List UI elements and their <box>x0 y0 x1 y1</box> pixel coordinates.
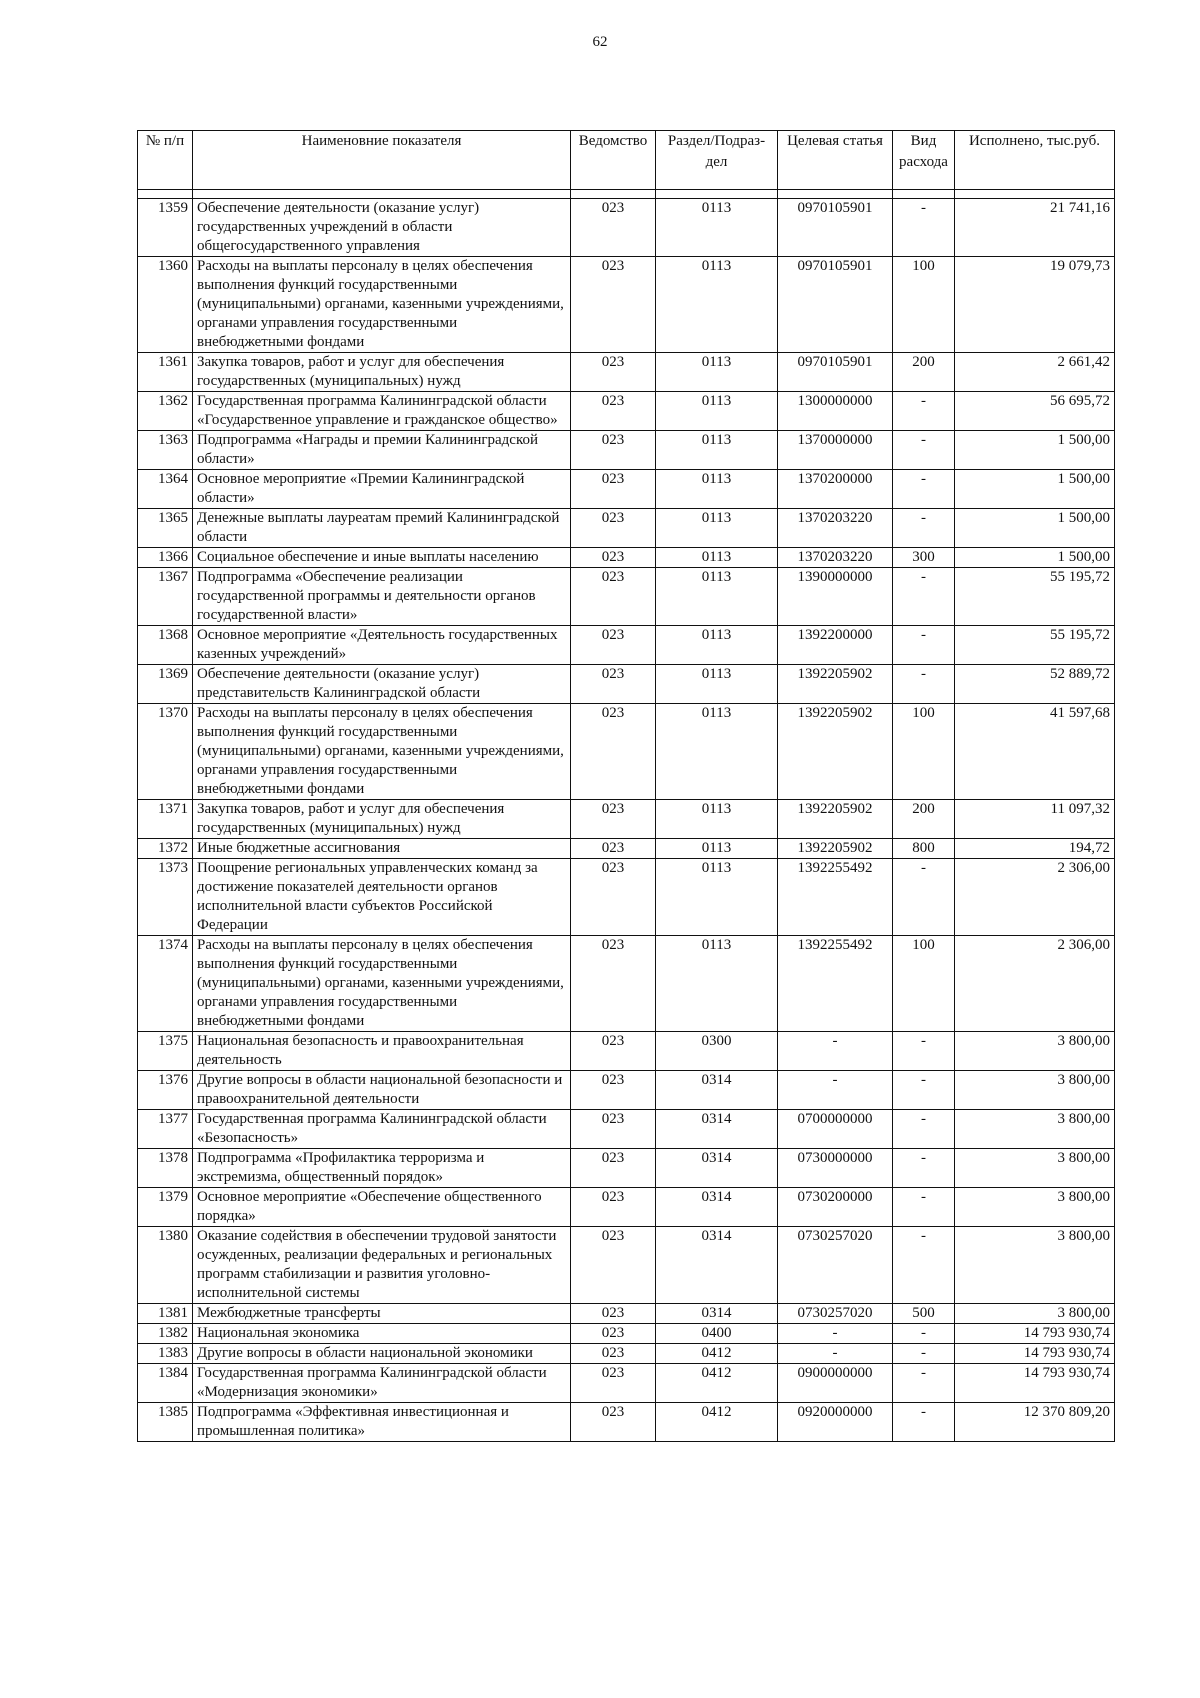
row-amount: 55 195,72 <box>955 568 1115 626</box>
row-section: 0314 <box>656 1110 778 1149</box>
table-row <box>138 548 1115 568</box>
row-name: Закупка товаров, работ и услуг для обеспечения государственных (муниципальных) нужд <box>193 800 571 839</box>
row-type: - <box>893 1227 955 1304</box>
row-article: 0730257020 <box>778 1304 893 1324</box>
row-section: 0314 <box>656 1149 778 1188</box>
row-amount: 1 500,00 <box>955 470 1115 509</box>
table-body <box>138 190 1115 1442</box>
row-amount: 21 741,16 <box>955 199 1115 257</box>
row-article: 1370203220 <box>778 509 893 548</box>
row-amount: 3 800,00 <box>955 1071 1115 1110</box>
row-type: 300 <box>893 548 955 568</box>
row-dept: 023 <box>571 470 656 509</box>
row-amount: 3 800,00 <box>955 1188 1115 1227</box>
row-article: 0700000000 <box>778 1110 893 1149</box>
row-amount: 1 500,00 <box>955 431 1115 470</box>
row-number: 1372 <box>138 839 193 859</box>
table-row <box>138 1149 1115 1188</box>
row-article: 1392255492 <box>778 936 893 1032</box>
row-name: Основное мероприятие «Деятельность государственных казенных учреждений» <box>193 626 571 665</box>
row-number: 1380 <box>138 1227 193 1304</box>
table-row <box>138 1344 1115 1364</box>
row-number: 1359 <box>138 199 193 257</box>
row-dept: 023 <box>571 839 656 859</box>
table-row <box>138 1032 1115 1071</box>
row-dept: 023 <box>571 199 656 257</box>
row-article: 0730257020 <box>778 1227 893 1304</box>
row-article: 0730000000 <box>778 1149 893 1188</box>
row-number: 1374 <box>138 936 193 1032</box>
row-name: Обеспечение деятельности (оказание услуг) государственных учреждений в области общегосударственного управления <box>193 199 571 257</box>
row-section: 0113 <box>656 392 778 431</box>
row-amount: 2 306,00 <box>955 859 1115 936</box>
row-name: Подпрограмма «Обеспечение реализации государственной программы и деятельности органов государственной власти» <box>193 568 571 626</box>
row-section: 0113 <box>656 936 778 1032</box>
row-number: 1378 <box>138 1149 193 1188</box>
row-type: - <box>893 1403 955 1442</box>
row-article: 1392205902 <box>778 704 893 800</box>
row-name: Национальная экономика <box>193 1324 571 1344</box>
table-row <box>138 1227 1115 1304</box>
row-name: Государственная программа Калининградской области «Модернизация экономики» <box>193 1364 571 1403</box>
row-dept: 023 <box>571 257 656 353</box>
table-header-row <box>138 131 1115 190</box>
row-number: 1361 <box>138 353 193 392</box>
header-name: Наименовние показателя <box>193 131 571 190</box>
row-section: 0314 <box>656 1071 778 1110</box>
row-type: - <box>893 665 955 704</box>
row-amount: 3 800,00 <box>955 1227 1115 1304</box>
row-dept: 023 <box>571 626 656 665</box>
table-row <box>138 353 1115 392</box>
row-name: Подпрограмма «Награды и премии Калининградской области» <box>193 431 571 470</box>
row-name: Поощрение региональных управленческих команд за достижение показателей деятельности органов исполнительной власти субъектов Российской Федерации <box>193 859 571 936</box>
row-dept: 023 <box>571 1227 656 1304</box>
row-number: 1360 <box>138 257 193 353</box>
row-type: - <box>893 509 955 548</box>
table-row <box>138 936 1115 1032</box>
row-dept: 023 <box>571 1324 656 1344</box>
row-type: - <box>893 1364 955 1403</box>
row-number: 1385 <box>138 1403 193 1442</box>
row-article: - <box>778 1324 893 1344</box>
row-article: 1392205902 <box>778 665 893 704</box>
row-name: Государственная программа Калининградской области «Безопасность» <box>193 1110 571 1149</box>
row-section: 0113 <box>656 859 778 936</box>
row-name: Закупка товаров, работ и услуг для обеспечения государственных (муниципальных) нужд <box>193 353 571 392</box>
row-number: 1382 <box>138 1324 193 1344</box>
row-dept: 023 <box>571 1304 656 1324</box>
row-amount: 14 793 930,74 <box>955 1344 1115 1364</box>
header-spacer-row <box>138 190 1115 199</box>
row-amount: 194,72 <box>955 839 1115 859</box>
row-type: - <box>893 1110 955 1149</box>
expenditure-table <box>137 130 1115 1442</box>
table-row <box>138 1110 1115 1149</box>
row-section: 0113 <box>656 839 778 859</box>
header-article: Целевая статья <box>778 131 893 190</box>
table-row <box>138 568 1115 626</box>
row-dept: 023 <box>571 548 656 568</box>
row-section: 0412 <box>656 1344 778 1364</box>
row-name: Основное мероприятие «Премии Калининградской области» <box>193 470 571 509</box>
row-section: 0113 <box>656 800 778 839</box>
row-dept: 023 <box>571 859 656 936</box>
row-amount: 52 889,72 <box>955 665 1115 704</box>
row-dept: 023 <box>571 1149 656 1188</box>
row-dept: 023 <box>571 1110 656 1149</box>
table-row <box>138 1188 1115 1227</box>
row-name: Денежные выплаты лауреатам премий Калининградской области <box>193 509 571 548</box>
table-row <box>138 470 1115 509</box>
row-number: 1370 <box>138 704 193 800</box>
row-dept: 023 <box>571 936 656 1032</box>
table-row <box>138 509 1115 548</box>
row-dept: 023 <box>571 800 656 839</box>
row-number: 1383 <box>138 1344 193 1364</box>
table-row <box>138 1324 1115 1344</box>
row-number: 1377 <box>138 1110 193 1149</box>
row-number: 1367 <box>138 568 193 626</box>
row-section: 0412 <box>656 1403 778 1442</box>
row-article: 0970105901 <box>778 199 893 257</box>
table-row <box>138 665 1115 704</box>
row-type: - <box>893 431 955 470</box>
row-dept: 023 <box>571 568 656 626</box>
row-type: 500 <box>893 1304 955 1324</box>
row-dept: 023 <box>571 1364 656 1403</box>
row-section: 0113 <box>656 704 778 800</box>
row-number: 1368 <box>138 626 193 665</box>
row-name: Иные бюджетные ассигнования <box>193 839 571 859</box>
row-article: 0970105901 <box>778 257 893 353</box>
row-type: 200 <box>893 353 955 392</box>
row-name: Оказание содействия в обеспечении трудовой занятости осужденных, реализации федеральных и региональных программ стабилизации и развития уголовно-исполнительной системы <box>193 1227 571 1304</box>
row-article: - <box>778 1032 893 1071</box>
row-amount: 11 097,32 <box>955 800 1115 839</box>
row-section: 0113 <box>656 257 778 353</box>
table-row <box>138 839 1115 859</box>
row-dept: 023 <box>571 1344 656 1364</box>
row-article: 1392205902 <box>778 839 893 859</box>
row-name: Национальная безопасность и правоохранительная деятельность <box>193 1032 571 1071</box>
row-type: 100 <box>893 257 955 353</box>
row-number: 1384 <box>138 1364 193 1403</box>
header-amount: Исполнено, тыс.руб. <box>955 131 1115 190</box>
table-row <box>138 704 1115 800</box>
row-section: 0113 <box>656 199 778 257</box>
row-amount: 3 800,00 <box>955 1149 1115 1188</box>
row-number: 1363 <box>138 431 193 470</box>
row-amount: 3 800,00 <box>955 1304 1115 1324</box>
row-section: 0113 <box>656 353 778 392</box>
row-number: 1371 <box>138 800 193 839</box>
row-article: 1370200000 <box>778 470 893 509</box>
row-amount: 56 695,72 <box>955 392 1115 431</box>
row-type: - <box>893 1071 955 1110</box>
row-type: 800 <box>893 839 955 859</box>
row-article: 1300000000 <box>778 392 893 431</box>
page-number: 62 <box>592 34 608 50</box>
row-name: Обеспечение деятельности (оказание услуг) представительств Калининградской области <box>193 665 571 704</box>
row-amount: 12 370 809,20 <box>955 1403 1115 1442</box>
row-section: 0300 <box>656 1032 778 1071</box>
row-dept: 023 <box>571 392 656 431</box>
row-number: 1376 <box>138 1071 193 1110</box>
row-number: 1364 <box>138 470 193 509</box>
row-dept: 023 <box>571 1403 656 1442</box>
row-section: 0400 <box>656 1324 778 1344</box>
row-type: - <box>893 1149 955 1188</box>
row-section: 0113 <box>656 548 778 568</box>
row-amount: 19 079,73 <box>955 257 1115 353</box>
row-type: - <box>893 1032 955 1071</box>
row-type: 100 <box>893 704 955 800</box>
row-section: 0314 <box>656 1304 778 1324</box>
row-dept: 023 <box>571 431 656 470</box>
table-row <box>138 800 1115 839</box>
row-amount: 2 306,00 <box>955 936 1115 1032</box>
row-article: 0900000000 <box>778 1364 893 1403</box>
row-section: 0113 <box>656 470 778 509</box>
row-type: - <box>893 470 955 509</box>
row-section: 0113 <box>656 665 778 704</box>
row-name: Основное мероприятие «Обеспечение общественного порядка» <box>193 1188 571 1227</box>
row-section: 0113 <box>656 568 778 626</box>
row-name: Расходы на выплаты персоналу в целях обеспечения выполнения функций государственными (муниципальными) органами, казенными учреждениями, органами управления государственными внебюджетными фондами <box>193 257 571 353</box>
row-number: 1375 <box>138 1032 193 1071</box>
row-name: Другие вопросы в области национальной экономики <box>193 1344 571 1364</box>
row-section: 0412 <box>656 1364 778 1403</box>
row-number: 1362 <box>138 392 193 431</box>
row-type: - <box>893 859 955 936</box>
row-type: - <box>893 626 955 665</box>
row-type: - <box>893 199 955 257</box>
row-name: Расходы на выплаты персоналу в целях обеспечения выполнения функций государственными (муниципальными) органами, казенными учреждениями, органами управления государственными внебюджетными фондами <box>193 936 571 1032</box>
row-article: - <box>778 1344 893 1364</box>
row-name: Подпрограмма «Эффективная инвестиционная и промышленная политика» <box>193 1403 571 1442</box>
row-number: 1373 <box>138 859 193 936</box>
row-amount: 1 500,00 <box>955 509 1115 548</box>
row-name: Другие вопросы в области национальной безопасности и правоохранительной деятельности <box>193 1071 571 1110</box>
header-type: Вид расхода <box>893 131 955 190</box>
table-row <box>138 859 1115 936</box>
table-row <box>138 1304 1115 1324</box>
row-type: 200 <box>893 800 955 839</box>
row-section: 0314 <box>656 1227 778 1304</box>
table-row <box>138 1071 1115 1110</box>
row-name: Межбюджетные трансферты <box>193 1304 571 1324</box>
row-type: - <box>893 568 955 626</box>
header-dept: Ведомство <box>571 131 656 190</box>
row-section: 0113 <box>656 509 778 548</box>
row-amount: 2 661,42 <box>955 353 1115 392</box>
row-amount: 14 793 930,74 <box>955 1364 1115 1403</box>
table-row <box>138 1364 1115 1403</box>
row-name: Государственная программа Калининградской области «Государственное управление и гражданское общество» <box>193 392 571 431</box>
row-dept: 023 <box>571 1188 656 1227</box>
row-section: 0113 <box>656 626 778 665</box>
row-dept: 023 <box>571 704 656 800</box>
row-name: Подпрограмма «Профилактика терроризма и экстремизма, общественный порядок» <box>193 1149 571 1188</box>
row-number: 1369 <box>138 665 193 704</box>
header-section: Раздел/Подраз-дел <box>656 131 778 190</box>
row-amount: 1 500,00 <box>955 548 1115 568</box>
row-dept: 023 <box>571 509 656 548</box>
row-number: 1366 <box>138 548 193 568</box>
row-dept: 023 <box>571 1071 656 1110</box>
row-dept: 023 <box>571 665 656 704</box>
row-section: 0113 <box>656 431 778 470</box>
row-article: 0730200000 <box>778 1188 893 1227</box>
table-row <box>138 1403 1115 1442</box>
row-type: - <box>893 1344 955 1364</box>
row-number: 1365 <box>138 509 193 548</box>
table-row <box>138 626 1115 665</box>
row-type: - <box>893 1324 955 1344</box>
table-row <box>138 257 1115 353</box>
table-row <box>138 431 1115 470</box>
row-amount: 3 800,00 <box>955 1110 1115 1149</box>
row-type: 100 <box>893 936 955 1032</box>
row-article: 1370203220 <box>778 548 893 568</box>
row-article: - <box>778 1071 893 1110</box>
row-dept: 023 <box>571 353 656 392</box>
row-type: - <box>893 1188 955 1227</box>
table-row <box>138 392 1115 431</box>
row-amount: 14 793 930,74 <box>955 1324 1115 1344</box>
row-amount: 3 800,00 <box>955 1032 1115 1071</box>
row-article: 0920000000 <box>778 1403 893 1442</box>
row-article: 0970105901 <box>778 353 893 392</box>
row-number: 1381 <box>138 1304 193 1324</box>
row-type: - <box>893 392 955 431</box>
row-article: 1392255492 <box>778 859 893 936</box>
row-name: Расходы на выплаты персоналу в целях обеспечения выполнения функций государственными (муниципальными) органами, казенными учреждениями, органами управления государственными внебюджетными фондами <box>193 704 571 800</box>
row-amount: 55 195,72 <box>955 626 1115 665</box>
row-article: 1392200000 <box>778 626 893 665</box>
row-article: 1370000000 <box>778 431 893 470</box>
row-article: 1392205902 <box>778 800 893 839</box>
row-number: 1379 <box>138 1188 193 1227</box>
row-name: Социальное обеспечение и иные выплаты населению <box>193 548 571 568</box>
table-row <box>138 199 1115 257</box>
row-dept: 023 <box>571 1032 656 1071</box>
row-amount: 41 597,68 <box>955 704 1115 800</box>
header-num: № п/п <box>138 131 193 190</box>
row-section: 0314 <box>656 1188 778 1227</box>
row-article: 1390000000 <box>778 568 893 626</box>
